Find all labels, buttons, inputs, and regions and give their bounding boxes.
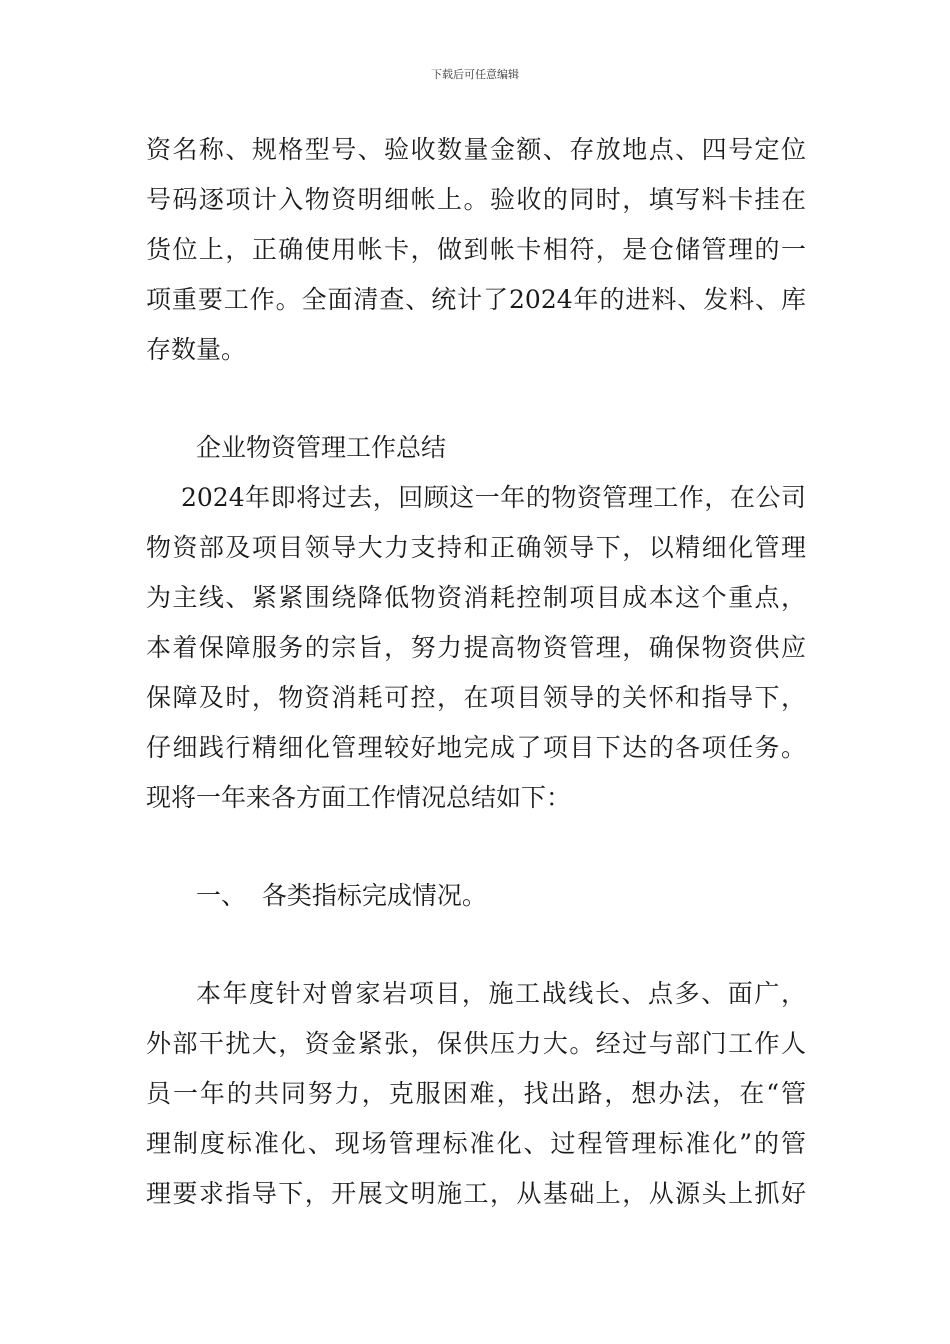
paragraph-line: 本着保障服务的宗旨，努力提高物资管理，确保物资供应 (146, 633, 806, 662)
paragraph-line: 保障及时，物资消耗可控，在项目领导的关怀和指导下， (146, 683, 806, 712)
paragraph-line: 号码逐项计入物资明细帐上。验收的同时，填写料卡挂在 (146, 185, 806, 214)
paragraph-line: 员一年的共同努力，克服困难，找出路，想办法，在“管 (146, 1079, 806, 1108)
paragraph-line: 为主线、紧紧围绕降低物资消耗控制项目成本这个重点， (146, 583, 806, 612)
section-heading: 一、 各类指标完成情况。 (196, 881, 487, 910)
paragraph-line: 存数量。 (146, 335, 247, 364)
paragraph-line: 物资部及项目领导大力支持和正确领导下，以精细化管理 (146, 533, 806, 562)
paragraph-line: 2024年即将过去，回顾这一年的物资管理工作，在公司 (181, 483, 806, 512)
paragraph-line: 货位上，正确使用帐卡，做到帐卡相符，是仓储管理的一 (146, 235, 806, 264)
paragraph-line: 资名称、规格型号、验收数量金额、存放地点、四号定位 (146, 135, 806, 164)
paragraph-line: 理要求指导下，开展文明施工，从基础上，从源头上抓好 (146, 1179, 806, 1208)
paragraph-line: 项重要工作。全面清查、统计了2024年的进料、发料、库 (146, 285, 806, 314)
section-title: 企业物资管理工作总结 (196, 433, 447, 462)
paragraph-line: 现将一年来各方面工作情况总结如下： (146, 783, 572, 812)
paragraph-line: 本年度针对曾家岩项目，施工战线长、点多、面广， (196, 979, 806, 1008)
paragraph-line: 仔细践行精细化管理较好地完成了项目下达的各项任务。 (146, 733, 806, 762)
paragraph-line: 外部干扰大，资金紧张，保供压力大。经过与部门工作人 (146, 1029, 806, 1058)
paragraph-line: 理制度标准化、现场管理标准化、过程管理标准化”的管 (146, 1129, 806, 1158)
page-header: 下载后可任意编辑 (431, 68, 519, 81)
